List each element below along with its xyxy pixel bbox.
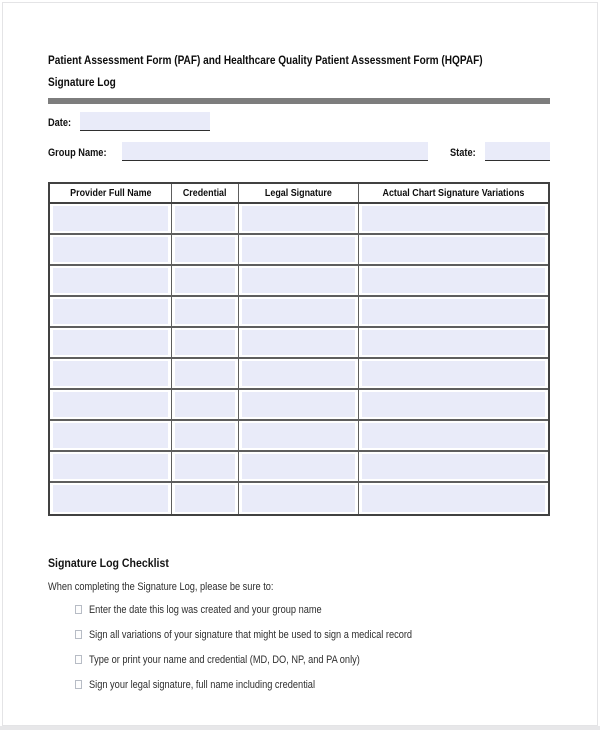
table-cell-input[interactable] [53,206,168,231]
table-cell-input[interactable] [242,423,355,448]
date-input[interactable] [80,112,210,131]
table-cell-input[interactable] [53,485,168,512]
table-cell [239,421,359,450]
table-cell [239,390,359,419]
table-header-row [50,184,548,204]
table-cell [239,266,359,295]
table-cell [50,359,172,388]
table-cell [50,452,172,481]
table-row [50,328,548,359]
table-cell-input[interactable] [242,237,355,262]
table-row [50,204,548,235]
table-cell-input[interactable] [53,299,168,324]
table-cell [359,390,548,419]
column-header: Legal Signature [239,184,359,202]
table-cell-input[interactable] [362,454,545,479]
table-cell-input[interactable] [362,423,545,448]
table-cell-input[interactable] [362,299,545,324]
table-cell [359,297,548,326]
signature-log-checklist [48,556,550,704]
table-row [50,390,548,421]
table-cell-input[interactable] [242,206,355,231]
state-input[interactable] [485,142,550,161]
table-cell-input[interactable] [53,454,168,479]
table-cell [239,359,359,388]
table-cell-input[interactable] [242,330,355,355]
table-cell [239,235,359,264]
table-cell [50,235,172,264]
table-cell [359,204,548,233]
table-cell-input[interactable] [175,361,235,386]
group-name-label: Group Name: [48,147,107,159]
table-cell [359,452,548,481]
table-cell [172,328,239,357]
table-cell [50,421,172,450]
checklist-heading: Signature Log Checklist [48,556,169,570]
table-cell-input[interactable] [242,299,355,324]
table-cell-input[interactable] [362,330,545,355]
table-cell [172,266,239,295]
table-cell [50,204,172,233]
table-cell [50,390,172,419]
table-row [50,483,548,514]
title-divider-bar [48,98,550,104]
checkbox-icon [75,605,82,614]
table-cell-input[interactable] [53,392,168,417]
table-cell [239,328,359,357]
table-cell [239,452,359,481]
table-cell [359,266,548,295]
table-cell [172,359,239,388]
table-cell [50,297,172,326]
checkbox-icon [75,655,82,664]
table-cell [50,328,172,357]
table-cell-input[interactable] [242,392,355,417]
column-header: Actual Chart Signature Variations [382,187,525,199]
signature-log-table [48,182,550,516]
table-cell [50,266,172,295]
date-row [48,112,210,131]
column-header: Provider Full Name [50,184,172,202]
checklist-item: Type or print your name and credential (MD, DO, NP, and PA only) [75,654,550,667]
table-cell-input[interactable] [53,423,168,448]
table-cell-input[interactable] [242,268,355,293]
table-cell [172,452,239,481]
checklist-item: Sign your legal signature, full name including credential [75,679,550,692]
table-cell-input[interactable] [175,206,235,231]
table-row [50,359,548,390]
checklist-items [48,604,550,692]
table-row [50,452,548,483]
table-row [50,235,548,266]
table-cell-input[interactable] [362,237,545,262]
group-state-row [48,142,550,161]
table-cell [50,483,172,514]
table-row [50,297,548,328]
column-header: Credential [172,184,239,202]
table-cell [359,359,548,388]
table-cell-input[interactable] [362,268,545,293]
table-cell-input[interactable] [362,485,545,512]
table-cell-input[interactable] [175,268,235,293]
table-cell-input[interactable] [242,361,355,386]
table-cell-input[interactable] [53,330,168,355]
page-bottom-edge [0,726,600,730]
table-cell-input[interactable] [175,392,235,417]
checklist-item: Enter the date this log was created and your group name [75,604,550,617]
table-cell [359,483,548,514]
checkbox-icon [75,680,82,689]
date-label: Date: [48,117,72,129]
table-cell [172,421,239,450]
document-title [48,49,550,93]
table-cell-input[interactable] [53,237,168,262]
table-cell [239,297,359,326]
table-row [50,266,548,297]
checkbox-icon [75,630,82,639]
table-cell-input[interactable] [53,268,168,293]
checklist-item: Sign all variations of your signature that might be used to sign a medical record [75,629,550,642]
table-cell-input[interactable] [175,423,235,448]
table-cell [172,483,239,514]
table-cell [172,297,239,326]
table-cell [239,204,359,233]
table-cell-input[interactable] [175,454,235,479]
table-row [50,421,548,452]
table-cell-input[interactable] [53,361,168,386]
table-cell [172,390,239,419]
table-cell [359,235,548,264]
table-cell-input[interactable] [362,361,545,386]
table-cell-input[interactable] [242,485,355,512]
table-cell [172,235,239,264]
table-cell-input[interactable] [362,392,545,417]
title-line-1: Patient Assessment Form (PAF) and Healthcare Quality Patient Assessment Form (HQPAF) [48,53,483,67]
table-cell-input[interactable] [175,485,235,512]
table-cell [239,483,359,514]
table-cell [359,421,548,450]
table-cell [359,328,548,357]
table-cell-input[interactable] [242,454,355,479]
group-name-input[interactable] [122,142,429,161]
table-cell-input[interactable] [175,237,235,262]
table-cell-input[interactable] [362,206,545,231]
title-line-2: Signature Log [48,75,116,89]
checklist-intro: When completing the Signature Log, please be sure to: [48,581,274,593]
state-label: State: [450,147,477,159]
table-cell [172,204,239,233]
table-cell-input[interactable] [175,299,235,324]
table-cell-input[interactable] [175,330,235,355]
